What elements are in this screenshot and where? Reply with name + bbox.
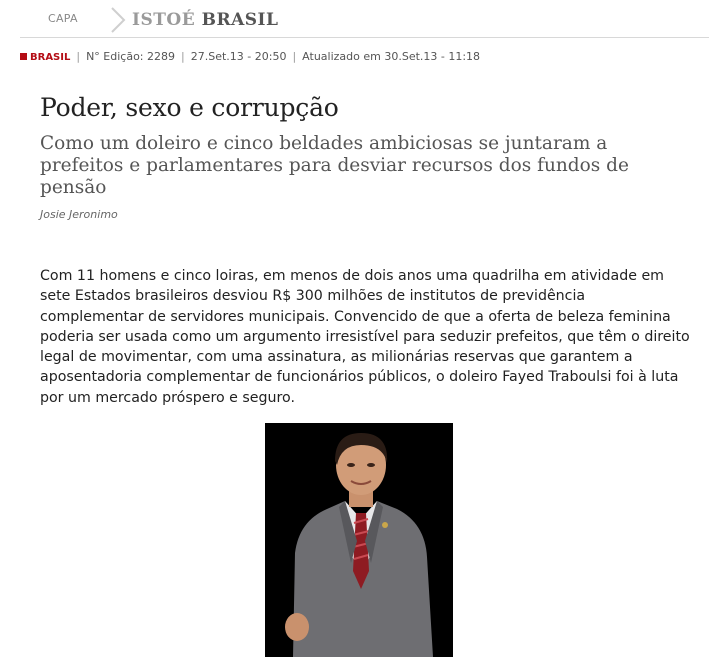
section-title[interactable] [132,10,278,30]
article-meta-bar: BRASIL | N° Edição: 2289 | 27.Set.13 - 20:50 | Atualizado em 30.Set.13 - 11:18 [20,50,480,63]
man-in-suit-photo [265,423,453,657]
article-photo[interactable] [265,423,453,657]
article-body: Com 11 homens e cinco loiras, em menos de dois anos uma quadrilha em atividade em sete Estados brasileiros desviou R$ 300 milhões de institutos de previdência complementar de servidores municipais. Convencido de que a oferta de beleza feminina poderia ser usada como um argumento irresistível para seduzir prefeitos, que têm o direito legal de movimentar, com uma assinatura, as milionárias reservas que garantem a aposentadoria complementar de funcionários públicos, o doleiro Fayed Traboulsi foi à luta por um mercado próspero e seguro. [40,268,690,406]
section-link[interactable]: BRASIL [30,52,71,63]
divider [20,37,709,38]
article-headline: Poder, sexo e corrupção [40,93,339,122]
section-marker-icon [20,53,27,60]
edition-number: N° Edição: 2289 [86,50,176,63]
updated-date: Atualizado em 30.Set.13 - 11:18 [302,50,481,63]
article-author[interactable]: Josie Jeronimo [40,208,118,221]
capa-link[interactable]: CAPA [48,12,78,25]
top-navigation-bar [0,0,709,38]
chevron-right-icon [110,7,128,33]
section-title-istoe: ISTOÉ [132,10,196,30]
section-title-brasil: BRASIL [201,10,279,30]
article-subheadline: Como um doleiro e cinco beldades ambiciosas se juntaram a prefeitos e parlamentares para desviar recursos dos fundos de pensão [40,133,629,198]
publish-date: 27.Set.13 - 20:50 [190,50,287,63]
